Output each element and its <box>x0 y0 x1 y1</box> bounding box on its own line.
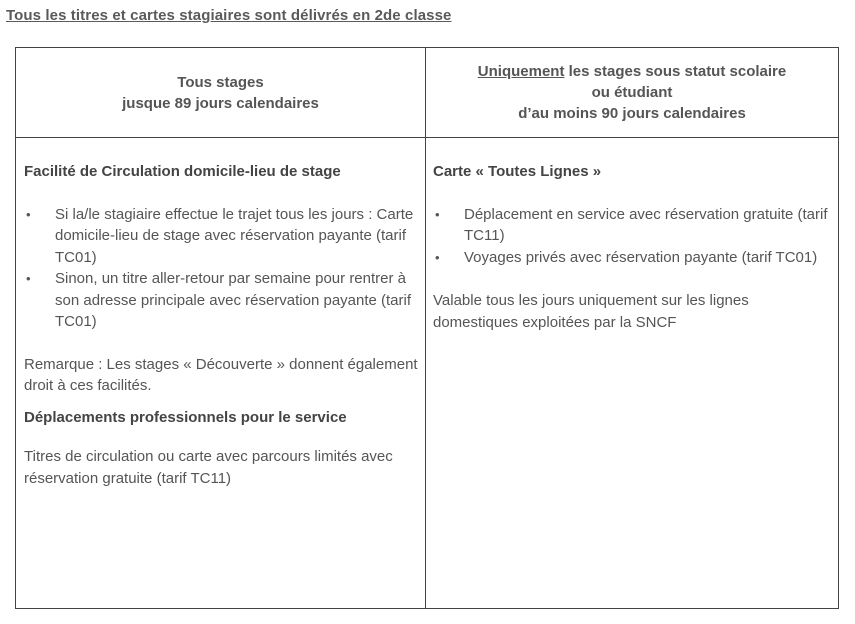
right-bullet-text: Déplacement en service avec réservation gratuite (tarif TC11) <box>464 205 828 244</box>
header-right-line2: ou étudiant <box>591 84 673 101</box>
header-right-line1 <box>478 61 786 82</box>
left-bullet-list <box>24 204 422 333</box>
left-section2-text: Titres de circulation ou carte avec parcours limités avec réservation gratuite (tarif TC11) <box>24 448 393 487</box>
bullet-icon: • <box>26 206 31 222</box>
list-item <box>24 204 422 269</box>
right-bullet-list <box>433 204 833 269</box>
left-bullet-text: Sinon, un titre aller-retour par semaine pour rentrer à son adresse principale avec réservation payante (tarif TC01) <box>55 270 412 330</box>
right-bullet-text: Voyages privés avec réservation payante (tarif TC01) <box>464 248 818 266</box>
left-remark: Remarque : Les stages « Découverte » donnent également droit à ces facilités. <box>24 355 418 394</box>
right-validity: Valable tous les jours uniquement sur les lignes domestiques exploitées par la SNCF <box>433 292 749 331</box>
header-right-line1-rest: les stages sous statut scolaire <box>564 63 787 80</box>
body-cell-long-stages <box>433 138 833 333</box>
right-title: Carte « Toutes Lignes » <box>433 163 602 180</box>
conditions-table <box>15 47 839 609</box>
left-bullet-text: Si la/le stagiaire effectue le trajet tous les jours : Carte domicile-lieu de stage avec réservation payante (tarif TC01) <box>55 205 414 266</box>
header-right-emphasis: Uniquement <box>477 63 565 80</box>
header-left-line1: Tous stages <box>177 73 264 91</box>
bullet-icon: • <box>435 206 440 222</box>
list-item <box>433 247 833 269</box>
left-section2-title: Déplacements professionnels pour le service <box>24 408 347 426</box>
header-cell-short-stages <box>16 48 425 137</box>
bullet-icon: • <box>435 249 440 265</box>
header-cell-long-stages <box>426 48 838 137</box>
header-left-line2: jusque 89 jours calendaires <box>122 94 319 112</box>
left-title: Facilité de Circulation domicile-lieu de stage <box>24 163 341 180</box>
bullet-icon: • <box>26 271 31 286</box>
body-cell-short-stages <box>24 138 422 489</box>
header-right-line3: d’au moins 90 jours calendaires <box>518 105 746 122</box>
page-heading: Tous les titres et cartes stagiaires sont délivrés en 2de classe <box>6 7 452 24</box>
list-item <box>433 204 833 247</box>
list-item <box>24 268 422 333</box>
